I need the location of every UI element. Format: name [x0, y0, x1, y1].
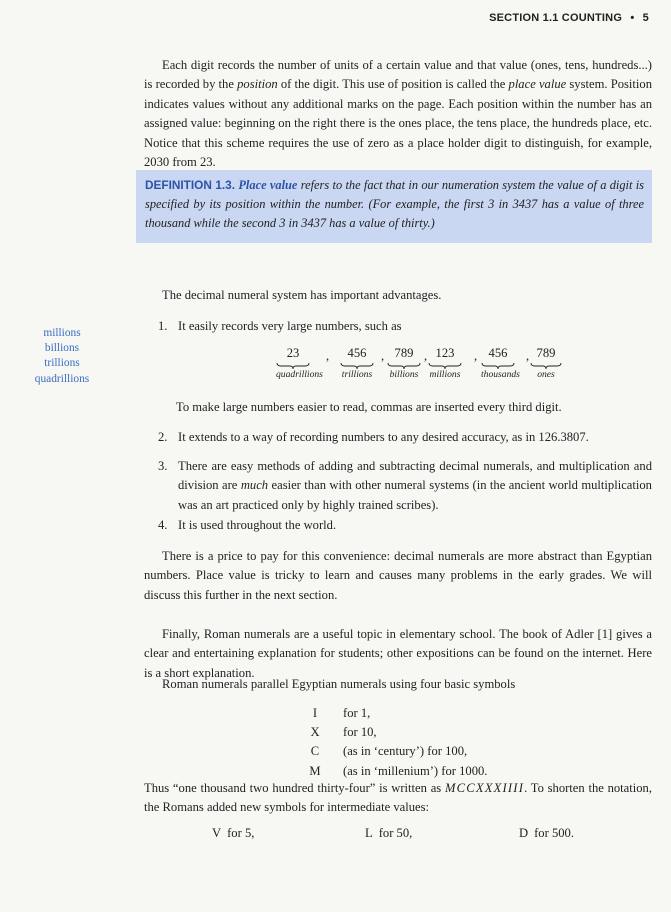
group-value: 456 — [488, 346, 508, 360]
grouped-number-example — [262, 346, 562, 386]
roman-symbol-row — [303, 742, 487, 761]
group-comma: , — [526, 349, 530, 363]
roman-numeral-example: MCCXXXIIII — [444, 781, 525, 795]
paragraph-place-value — [144, 56, 652, 172]
group-label: trillions — [341, 369, 373, 380]
para1-emphasis-position: position — [237, 77, 278, 92]
roman-symbol-desc: for 5, — [227, 826, 255, 840]
group-comma: , — [474, 349, 478, 363]
list-item-text: It is used throughout the world. — [178, 518, 337, 532]
definition-term: Place value — [238, 178, 298, 192]
header-bullet: • — [630, 12, 635, 24]
para1-emphasis-place-value: place value — [508, 77, 567, 92]
group-label: thousands — [481, 369, 520, 380]
intermediate-symbol-d — [519, 826, 574, 841]
digit-group-trillions — [340, 346, 374, 380]
roman-symbol-desc: (as in ‘millenium’) for 1000. — [343, 763, 488, 778]
commas-note: To make large numbers easier to read, commas are inserted every third digit. — [176, 400, 562, 414]
group-value: 123 — [435, 346, 455, 360]
list-item-text: There are easy methods of adding and subtracting decimal numerals, and multiplication and division are — [178, 459, 652, 493]
list-item-number: 4. — [158, 518, 168, 532]
margin-note-trillions: trillions — [44, 357, 80, 370]
paragraph-roman: Finally, Roman numerals are a useful topic in elementary school. The book of Adler [1] gives a clear and entertaining explanation for students; other expositions can be found on the internet. Here is a short explanation. — [144, 627, 652, 680]
running-header — [489, 12, 649, 24]
roman-symbol-row — [303, 723, 487, 742]
group-value: 456 — [347, 346, 367, 360]
definition-box — [136, 170, 652, 243]
roman-symbol: C — [310, 744, 320, 759]
group-value: 23 — [286, 346, 300, 360]
group-label: ones — [537, 369, 555, 380]
intermediate-symbol-l — [365, 826, 412, 841]
definition-body: refers to the fact that in our numeration system the value of a digit is specified by its position within the number. (For example, the first 3 in 3437 has a value of three thousand while the second 3 in 3437 has a value of thirty.) — [145, 178, 645, 231]
roman-symbol-desc: for 10, — [343, 725, 377, 740]
group-label: quadrillions — [276, 369, 323, 380]
margin-note-quadrillions: quadrillions — [34, 372, 90, 385]
margin-note-millions: millions — [43, 327, 81, 339]
thus-text-2: . To shorten the notation, the Romans added new symbols for intermediate values: — [144, 781, 652, 815]
group-comma: , — [424, 349, 428, 363]
roman-symbol: X — [310, 725, 320, 740]
roman-symbol: V — [212, 826, 222, 840]
list-item-number: 2. — [158, 430, 168, 444]
roman-symbol: D — [519, 826, 529, 840]
group-value: 789 — [394, 346, 414, 360]
list-item-text: easier than with other numeral systems (in the ancient world multiplication was an art practiced only by highly trained scribes). — [178, 478, 652, 512]
digit-group-millions — [428, 346, 462, 380]
paragraph-price: There is a price to pay for this convenience: decimal numerals are more abstract than Egyptian numbers. Place value is tricky to learn and causes many problems in the early grades. We will discuss this further in the next section. — [144, 549, 652, 602]
intermediate-symbol-v — [212, 826, 254, 841]
para1-text-1: Each digit records the number of units of a certain value and that value (ones, tens, hundreds...) is recorded by the — [144, 58, 652, 92]
thus-text-1: Thus “one thousand two hundred thirty-four” is written as — [144, 781, 445, 795]
list-item-emphasis: much — [240, 478, 269, 493]
page-number: 5 — [642, 12, 649, 24]
roman-symbols-list — [303, 704, 487, 781]
para1-text-2: of the digit. This use of position is called the — [277, 77, 509, 92]
para1-text-3: system. Position indicates values without any additional marks on the page. Each position within the number has an assigned value: beginning on the right there is the ones place, the tens place, the hundreds place, etc. Notice that this scheme requires the use of zero as a place holder digit to distinguish, for example, 2030 from 23. — [144, 77, 652, 170]
roman-symbol-desc: for 500. — [534, 826, 574, 840]
intro-sentence: The decimal numeral system has important advantages. — [162, 288, 442, 302]
list-item-4 — [158, 516, 652, 535]
list-item-text: It easily records very large numbers, such as — [178, 319, 402, 333]
margin-note-billions: billions — [44, 342, 80, 355]
roman-intro: Roman numerals parallel Egyptian numerals using four basic symbols — [162, 677, 516, 691]
list-item-3 — [158, 457, 652, 515]
group-value: 789 — [536, 346, 556, 360]
roman-symbol: M — [309, 763, 321, 778]
definition-text — [145, 176, 644, 234]
list-item-text: It extends to a way of recording numbers to any desired accuracy, as in 126.3807. — [178, 430, 589, 444]
list-item-1 — [158, 317, 652, 336]
roman-symbol-desc: (as in ‘century’) for 100, — [343, 744, 468, 759]
digit-group-quadrillions — [276, 346, 323, 380]
group-label: millions — [429, 369, 461, 380]
list-item-2 — [158, 428, 652, 447]
definition-label: DEFINITION 1.3. — [145, 178, 236, 192]
group-comma: , — [326, 349, 330, 363]
roman-symbol: L — [365, 826, 373, 840]
group-label: billions — [389, 369, 419, 380]
roman-symbol-desc: for 1, — [343, 706, 371, 720]
roman-symbol-row — [303, 704, 487, 723]
section-label: SECTION 1.1 COUNTING — [489, 12, 623, 24]
paragraph-thus — [144, 779, 652, 818]
digit-group-billions — [387, 346, 421, 380]
digit-group-ones — [530, 346, 562, 380]
roman-symbol: I — [312, 706, 318, 720]
margin-note — [14, 326, 110, 387]
roman-symbol-row — [303, 762, 487, 781]
group-comma: , — [381, 349, 385, 363]
list-item-number: 1. — [158, 319, 168, 333]
roman-symbol-desc: for 50, — [378, 826, 413, 840]
digit-group-thousands — [481, 346, 520, 380]
list-item-number: 3. — [158, 459, 168, 473]
